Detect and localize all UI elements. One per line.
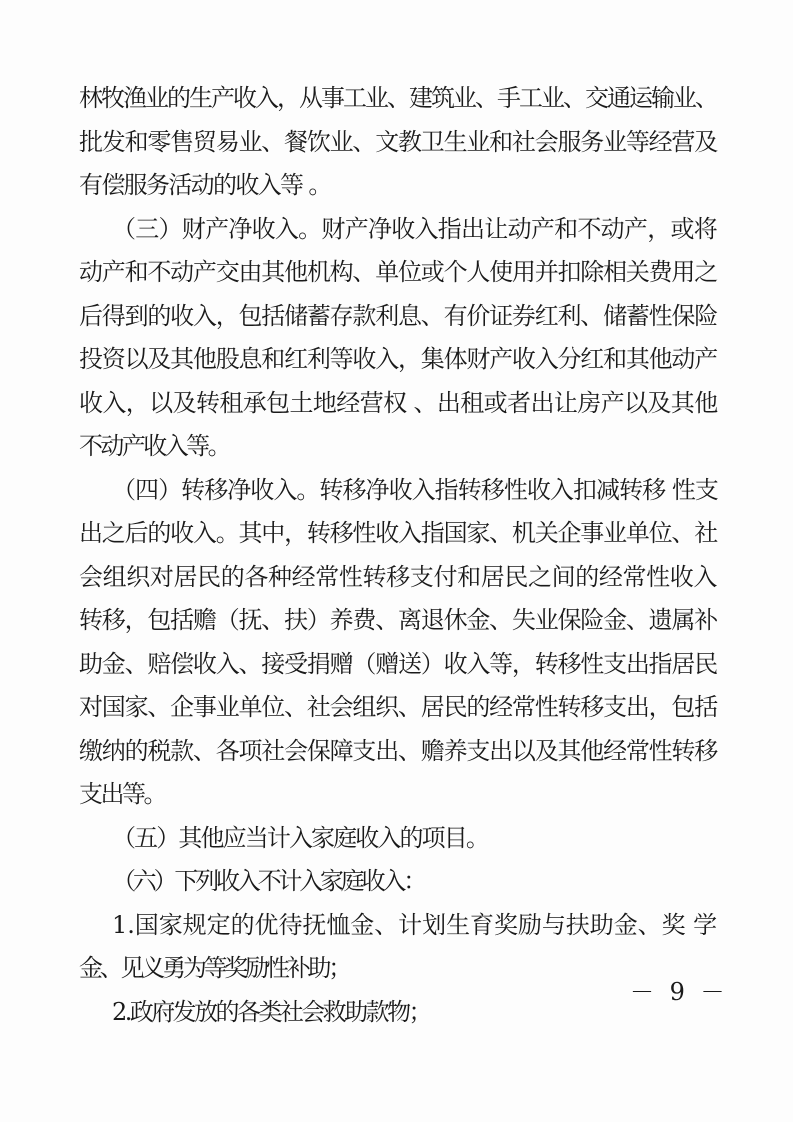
text-line: 投资以及其他股息和红利等收入，集体财产收入分红和其他动产 [79, 345, 717, 373]
text-line: 后得到的收入，包括储蓄存款利息、有价证券红利、储蓄性保险 [79, 301, 717, 330]
text-line: 对国家、企事业单位、社会组织、居民的经常性转移支出，包括 [79, 693, 717, 721]
text-line: 金、见义勇为等奖励性补助； [79, 954, 349, 982]
text-line: 转移，包括赡（抚、扶）养费、离退休金、失业保险金、遗属补 [79, 606, 717, 634]
text-line: 批发和零售贸易业、餐饮业、文教卫生业和社会服务业等经营及 [79, 127, 717, 156]
page-number: － 9 － [630, 978, 729, 1006]
text-line: 动产和不动产交由其他机构、单位或个人使用并扣除相关费用之 [79, 258, 717, 286]
text-line: 支出等。 [79, 780, 165, 808]
text-line: 收入，以及转租承包土地经营权 、出租或者出让房产以及其他 [79, 388, 718, 417]
text-line: 有偿服务活动的收入等 。 [79, 171, 331, 199]
text-line: 缴纳的税款、各项社会保障支出、赡养支出以及其他经常性转移 [79, 736, 717, 765]
text-line: （五）其他应当计入家庭收入的项目。 [112, 823, 488, 852]
text-line: 林牧渔业的生产收入，从事工业、建筑业、手工业、交通运输业、 [79, 84, 717, 112]
text-line: 1.国家规定的优待抚恤金、计划生育奖励与扶助金、奖 学 [112, 910, 718, 939]
text-line: 出之后的收入。其中，转移性收入指国家、机关企事业单位、社 [79, 519, 717, 547]
text-line: （四）转移净收入。转移净收入指转移性收入扣减转移 性支 [112, 475, 718, 504]
text-line: 2.政府发放的各类社会救助款物； [112, 997, 430, 1026]
text-line: （六）下列收入不计入家庭收入： [112, 867, 424, 895]
text-line: 会组织对居民的各种经常性转移支付和居民之间的经常性收入 [79, 562, 717, 591]
text-line: 助金、赔偿收入、接受捐赠（赠送）收入等，转移性支出指居民 [79, 649, 717, 678]
text-line: 不动产收入等。 [79, 432, 229, 460]
text-line: （三）财产净收入。财产净收入指出让动产和不动产，或将 [112, 214, 717, 243]
